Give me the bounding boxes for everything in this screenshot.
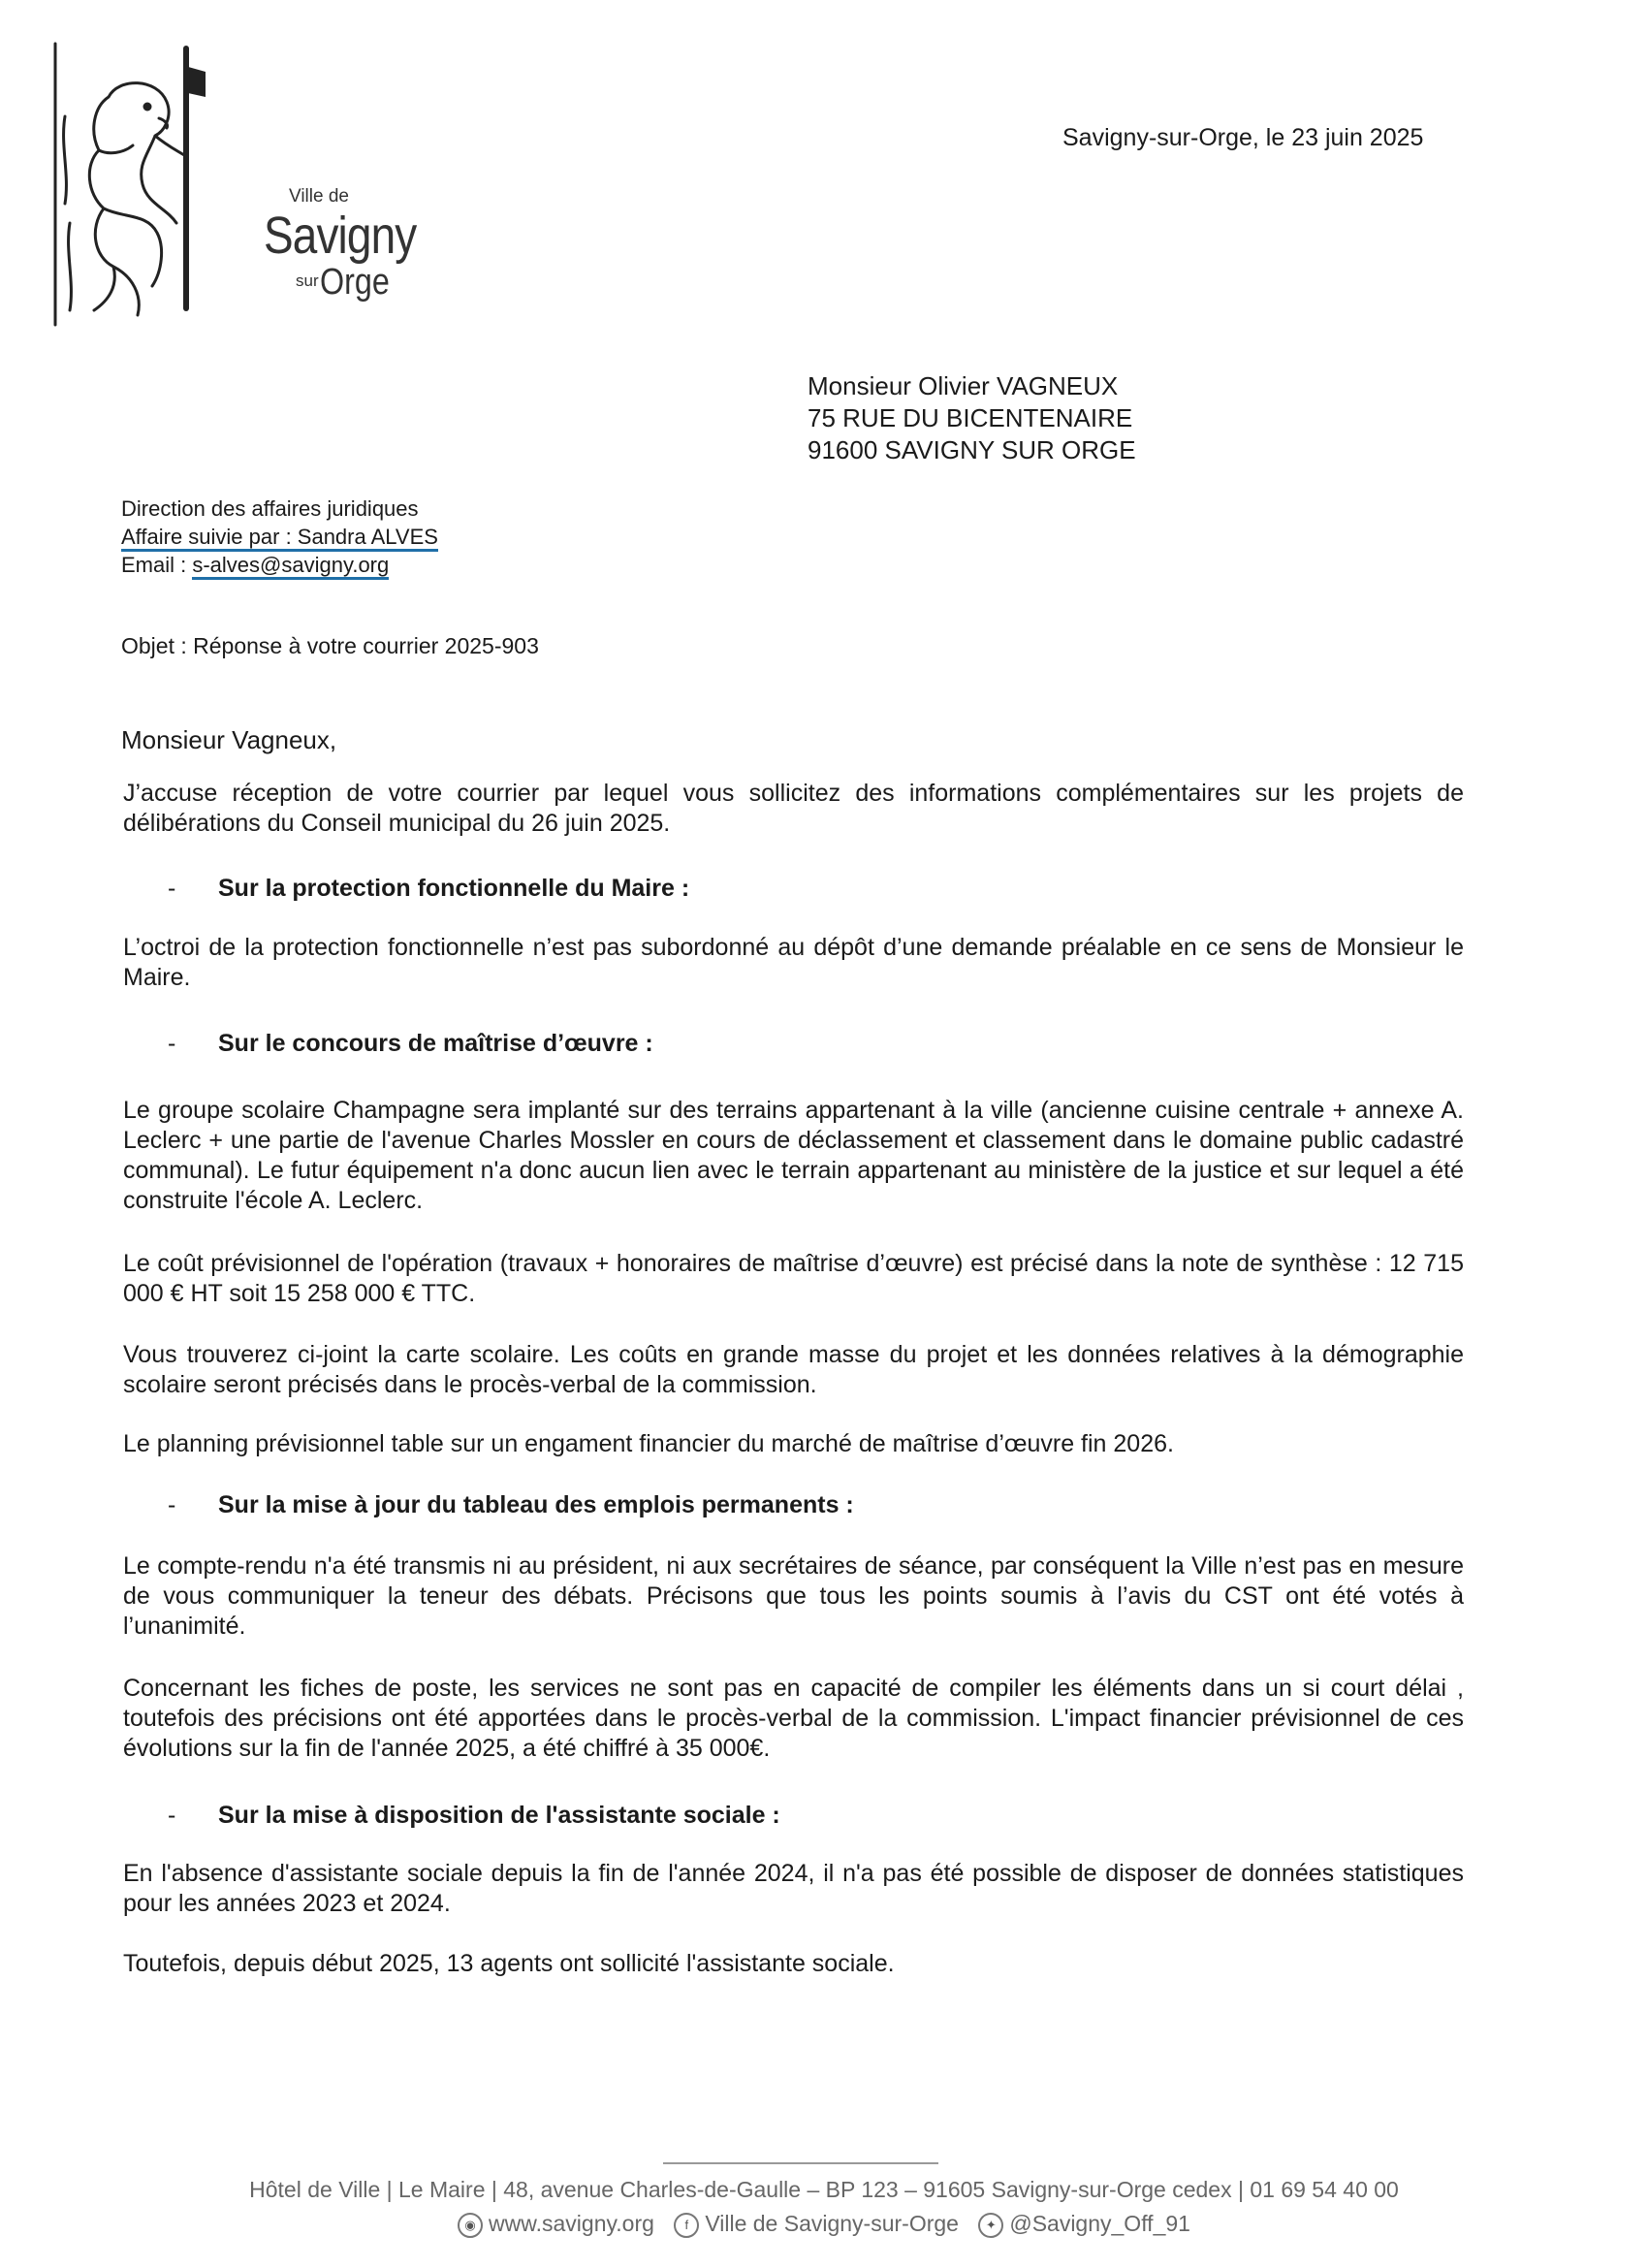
heading-text: Sur le concours de maîtrise d’œuvre : <box>218 1030 653 1057</box>
recipient-street: 75 RUE DU BICENTENAIRE <box>808 403 1133 432</box>
footer-divider <box>663 2162 938 2164</box>
letter-date: Savigny-sur-Orge, le 23 juin 2025 <box>1062 124 1424 151</box>
sender-direction: Direction des affaires juridiques <box>121 496 419 521</box>
bullet-dash: - <box>168 1491 176 1518</box>
paragraph-groupe-scolaire: Le groupe scolaire Champagne sera implanté sur des terrains appartenant à la ville (ancienne cuisine centrale + annexe A. Leclerc + une partie de l'avenue Charles Mossler en cours de déclassement et classement dans le domaine public cadastré communal). Le futur équipement n'a donc aucun lien avec le terrain appartenant au ministère de la justice et sur lequel a été construite l'école A. Leclerc. <box>123 1097 1464 1214</box>
section-heading-emplois <box>168 1491 854 1519</box>
section-heading-concours <box>168 1030 653 1058</box>
paragraph-toutefois: Toutefois, depuis début 2025, 13 agents ont sollicité l'assistante sociale. <box>123 1950 895 1977</box>
section-heading-protection <box>168 875 689 903</box>
recipient-name: Monsieur Olivier VAGNEUX <box>808 371 1119 400</box>
recipient-address <box>808 370 1136 466</box>
logo-orge: Orge <box>320 262 390 303</box>
sender-affaire: Affaire suivie par : Sandra ALVES <box>121 525 438 552</box>
footer-twitter-link[interactable]: @Savigny_Off_91 <box>1009 2211 1190 2236</box>
bullet-dash: - <box>168 1802 176 1829</box>
paragraph-absence: En l'absence d'assistante sociale depuis la fin de l'année 2024, il n'a pas été possible de disposer de données statistiques pour les années 2023 et 2024. <box>123 1860 1464 1917</box>
heading-text: Sur la protection fonctionnelle du Maire : <box>218 875 690 902</box>
sender-block <box>121 495 438 579</box>
globe-icon: ◉ <box>458 2213 483 2238</box>
sender-email-label: Email : <box>121 553 193 577</box>
logo-ville-de: Ville de <box>289 186 349 207</box>
footer-social <box>0 2211 1648 2238</box>
footer-website-link[interactable]: www.savigny.org <box>489 2211 654 2236</box>
heading-text: Sur la mise à jour du tableau des emplois permanents : <box>218 1491 854 1518</box>
footer-address: Hôtel de Ville | Le Maire | 48, avenue Charles-de-Gaulle – BP 123 – 91605 Savigny-sur-Orge cedex | 01 69 54 40 00 <box>249 2177 1399 2202</box>
section-heading-assistante <box>168 1802 780 1830</box>
sender-email-link[interactable]: s-alves@savigny.org <box>192 553 389 580</box>
footer-facebook-link[interactable]: Ville de Savigny-sur-Orge <box>705 2211 959 2236</box>
twitter-icon: ✦ <box>978 2213 1003 2238</box>
logo-savigny: Savigny <box>264 207 417 265</box>
paragraph-cout: Le coût prévisionnel de l'opération (travaux + honoraires de maîtrise d’œuvre) est précisé dans la note de synthèse : 12 715 000 € HT soit 15 258 000 € TTC. <box>123 1250 1464 1307</box>
salutation: Monsieur Vagneux, <box>121 725 337 754</box>
paragraph-fiches-poste: Concernant les fiches de poste, les services ne sont pas en capacité de compiler les éléments dans un si court délai , toutefois des précisions ont été apportées dans le procès-verbal de la commission. L'impact financier prévisionnel de ces évolutions sur la fin de l'année 2025, a été chiffré à 35 000€. <box>123 1675 1464 1762</box>
paragraph-compte-rendu: Le compte-rendu n'a été transmis ni au président, ni aux secrétaires de séance, par conséquent la Ville n’est pas en mesure de vous communiquer la teneur des débats. Précisons que tous les points soumis à l’avis du CST ont été votés à l’unanimité. <box>123 1552 1464 1640</box>
letter-subject: Objet : Réponse à votre courrier 2025-903 <box>121 633 539 658</box>
paragraph-carte-scolaire: Vous trouverez ci-joint la carte scolaire. Les coûts en grande masse du projet et les données relatives à la démographie scolaire seront précisés dans le procès-verbal de la commission. <box>123 1341 1464 1398</box>
bullet-dash: - <box>168 875 176 902</box>
bullet-dash: - <box>168 1030 176 1057</box>
heading-text: Sur la mise à disposition de l'assistante sociale : <box>218 1802 780 1829</box>
paragraph-planning: Le planning prévisionnel table sur un engament financier du marché de maîtrise d’œuvre fin 2026. <box>123 1430 1174 1457</box>
paragraph-protection: L’octroi de la protection fonctionnelle n’est pas subordonné au dépôt d’une demande préalable en ce sens de Monsieur le Maire. <box>123 934 1464 991</box>
recipient-city: 91600 SAVIGNY SUR ORGE <box>808 435 1136 464</box>
logo-sur: sur <box>296 272 319 290</box>
facebook-icon: f <box>674 2213 699 2238</box>
paragraph-intro: J’accuse réception de votre courrier par lequel vous sollicitez des informations complémentaires sur les projets de délibérations du Conseil municipal du 26 juin 2025. <box>123 780 1464 837</box>
city-logo <box>50 39 417 330</box>
lion-emblem-icon <box>50 39 206 330</box>
